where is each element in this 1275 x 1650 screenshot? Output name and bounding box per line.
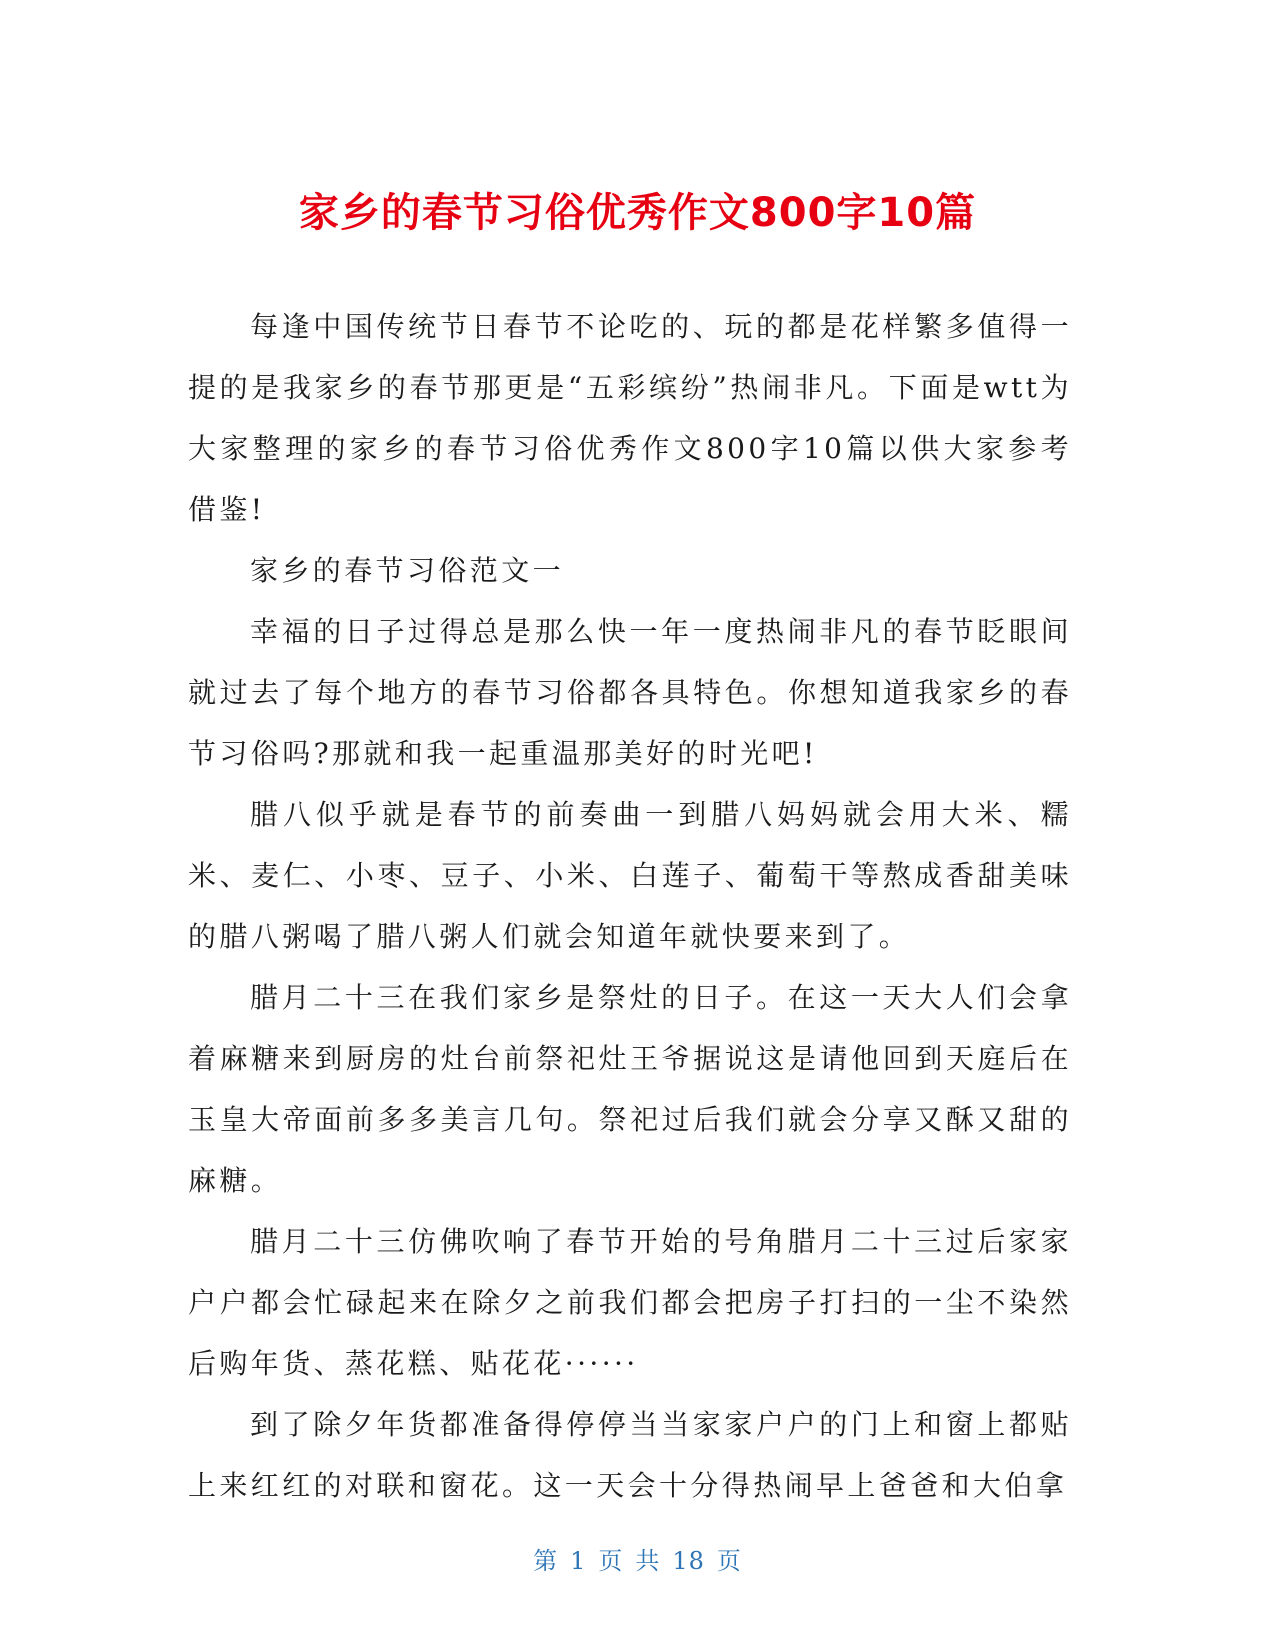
- footer-total-prefix: 共: [635, 1547, 661, 1575]
- footer-prefix: 第: [533, 1547, 559, 1575]
- document-title: 家乡的春节习俗优秀作文800字10篇: [298, 189, 977, 236]
- footer-total-label: 页: [716, 1547, 742, 1575]
- paragraph: 到了除夕年货都准备得停停当当家家户户的门上和窗上都贴上来红红的对联和窗花。这一天会十分得热闹早上爸爸和大伯拿: [188, 1408, 1072, 1502]
- paragraph: 腊月二十三在我们家乡是祭灶的日子。在这一天大人们会拿着麻糖来到厨房的灶台前祭祀灶王爷据说这是请他回到天庭后在玉皇大帝面前多多美言几句。祭祀过后我们就会分享又酥又甜的麻糖。: [188, 981, 1072, 1197]
- section-heading: 家乡的春节习俗范文一: [250, 554, 565, 587]
- total-pages: 18: [672, 1547, 705, 1575]
- page-number: 1: [570, 1547, 587, 1575]
- paragraph: 幸福的日子过得总是那么快一年一度热闹非凡的春节眨眼间就过去了每个地方的春节习俗都各具特色。你想知道我家乡的春节习俗吗?那就和我一起重温那美好的时光吧!: [188, 615, 1072, 770]
- page-footer: [0, 1545, 1275, 1577]
- paragraph: 腊月二十三仿佛吹响了春节开始的号角腊月二十三过后家家户户都会忙碌起来在除夕之前我们都会把房子打扫的一尘不染然后购年货、蒸花糕、贴花花······: [188, 1225, 1072, 1380]
- document-body: [188, 296, 1072, 1516]
- footer-page-label: 页: [598, 1547, 624, 1575]
- paragraph-intro: 每逢中国传统节日春节不论吃的、玩的都是花样繁多值得一提的是我家乡的春节那更是“五彩缤纷”热闹非凡。下面是wtt为大家整理的家乡的春节习俗优秀作文800字10篇以供大家参考借鉴!: [188, 310, 1072, 526]
- paragraph: 腊八似乎就是春节的前奏曲一到腊八妈妈就会用大米、糯米、麦仁、小枣、豆子、小米、白莲子、葡萄干等熬成香甜美味的腊八粥喝了腊八粥人们就会知道年就快要来到了。: [188, 798, 1072, 953]
